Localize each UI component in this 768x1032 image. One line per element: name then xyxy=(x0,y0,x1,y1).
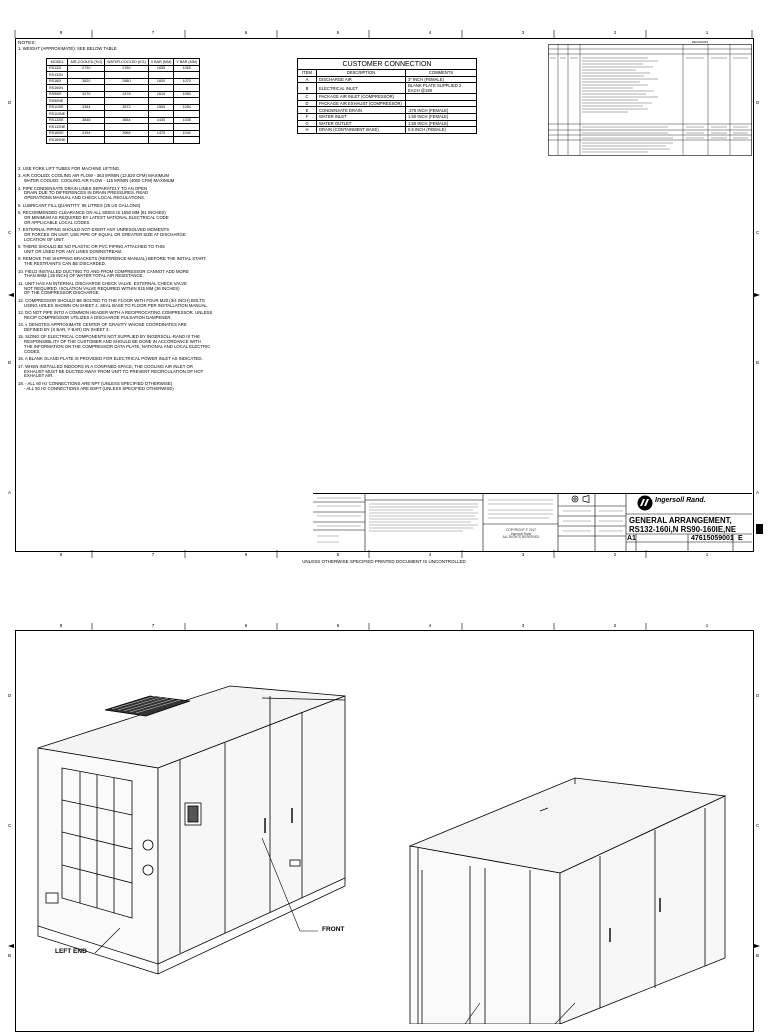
title-block xyxy=(313,493,752,551)
table-cell: 1040 xyxy=(174,130,200,137)
zone-label: A xyxy=(8,490,12,495)
zone-label: D xyxy=(8,693,12,698)
sheet-size: A1 xyxy=(627,535,636,542)
company-name: Ingersoll Rand. xyxy=(655,497,706,504)
table-cell: RS132N xyxy=(47,72,68,79)
drawing-sheet-2 xyxy=(0,608,768,1024)
table-cell: D xyxy=(298,100,317,107)
zone-label: 1 xyxy=(705,30,709,35)
table-cell: 1054 xyxy=(174,104,200,111)
zone-label: B xyxy=(8,953,12,958)
zone-label: B xyxy=(756,953,760,958)
zone-label: 8 xyxy=(59,552,63,557)
page-gap xyxy=(0,580,768,608)
table-cell: 1610 xyxy=(148,91,174,98)
table-cell: 3654 xyxy=(105,117,149,124)
table-cell: 3270 xyxy=(68,91,105,98)
zone-label: 1 xyxy=(705,623,709,628)
customer-connection-table xyxy=(297,58,477,134)
table-cell: 1070 xyxy=(174,78,200,85)
zone-label: C xyxy=(756,230,760,235)
table-cell: 1600 xyxy=(148,78,174,85)
table-cell: 4194 xyxy=(68,130,105,137)
table-cell: E xyxy=(298,107,317,114)
drawing-number: 47615059001 xyxy=(691,535,734,542)
compressor-view-rear xyxy=(410,778,725,1024)
drawing-title-line-2: RS132-160i,N RS90-160IE,NE xyxy=(629,525,737,535)
column-header: DESCRIPTION xyxy=(317,70,406,77)
zone-label: 7 xyxy=(151,30,155,35)
column-header: WATER-COOLED (KG) xyxy=(105,59,149,66)
table-header-row xyxy=(298,70,477,77)
table-cell: RS132IE xyxy=(47,117,68,124)
notes-block xyxy=(18,41,288,55)
callout-front: FRONT xyxy=(322,926,345,933)
table-cell: 2880 xyxy=(105,78,149,85)
zone-label: 3 xyxy=(521,623,525,628)
table-row xyxy=(298,127,477,134)
table-cell: C xyxy=(298,94,317,101)
note-item: 3. AIR COOLED: COOLING AIR FLOW - 363 M³/MIN (12,820 CFM) MAXIMUM WATER COOLED: COOLING AIR FLOW - 115 M³/MIN (4000 CFM) MAXIMUM xyxy=(18,173,175,184)
uncontrolled-notice: UNLESS OTHERWISE SPECIFIED PRINTED DOCUMENT IS UNCONTROLLED xyxy=(302,559,466,564)
notes-list xyxy=(18,167,288,394)
note-item: 6. RECOMMENDED CLEARANCE ON ALL SIDES IS 1550 MM (61 INCHES) OR MINIMUM AS REQUIRED BY LATEST NATIONAL ELECTRICAL CODE OR APPLICABLE LOCAL CODES. xyxy=(18,210,169,225)
copyright-notice: COPYRIGHT © 2017 Ingersoll Rand ALL RIGHTS RESERVED xyxy=(502,528,540,540)
note-item: 15. SIZING OF ELECTRICAL COMPONENTS NOT SUPPLIED BY INGERSOLL-RAND IS THE RESPONSIBILITY OF THE CUSTOMER AND SHOULD BE DONE IN ACCORDANCE WITH THE INFORMATION ON THE COMPRESSOR DATA PLATE, NATIONAL AND LOCAL ELECTRIC CODES. xyxy=(18,334,211,354)
table-cell: RS110NE xyxy=(47,111,68,118)
table-cell xyxy=(406,100,477,107)
table-cell: A xyxy=(298,76,317,83)
table-cell: 2730 xyxy=(68,65,105,72)
column-header: X BAR (MM) xyxy=(148,59,174,66)
zone-label: 6 xyxy=(244,623,248,628)
ingersoll-rand-logo-icon xyxy=(638,496,653,511)
table-cell xyxy=(406,94,477,101)
revision-letter: E xyxy=(738,535,743,542)
note-item: 2. USE FORK LIFT TUBES FOR MACHINE LIFTING. xyxy=(18,166,121,171)
isometric-views xyxy=(0,608,768,1024)
zone-label: C xyxy=(8,823,12,828)
table-row xyxy=(298,76,477,83)
zone-label: 5 xyxy=(336,552,340,557)
table-cell: 3966 xyxy=(105,130,149,137)
table-row xyxy=(298,100,477,107)
note-item: 16. A BLANK GLAND PLATE IS PROVIDED FOR ELECTRICAL POWER INLET AS INDICATED. xyxy=(18,356,203,362)
note-item: 10. FIELD INSTALLED DUCTING TO AND FROM COMPRESSOR CANNOT ADD MORE THAN 6MM (.25 INCH) OF WATER TOTAL AIR RESISTANCE. xyxy=(18,268,189,279)
table-cell xyxy=(105,137,149,144)
table-cell: DRAIN (CONTAINMENT BASE) xyxy=(317,127,406,134)
table-cell: 2478 xyxy=(105,91,149,98)
table-row xyxy=(298,94,477,101)
table-row xyxy=(298,113,477,120)
note-item: 5. LUBRICANT FILL QUANTITY: 95 LITRES (25 US GALLONS) xyxy=(18,202,141,208)
table-cell: 1065 xyxy=(174,65,200,72)
table-cell: RS160NE xyxy=(47,137,68,144)
note-item: 4. PIPE CONDENSATE DRAIN LINES SEPARATELY TO AN OPEN DRAIN DUE TO DIFFERENCES IN DRAIN PRESSURES. READ OPERATIONS MANUAL AND CHECK LOCAL REGULATIONS. xyxy=(18,185,149,201)
table-cell: 1655 xyxy=(148,65,174,72)
table-row xyxy=(298,83,477,94)
note-item: 17. WHEN INSTALLED INDOORS IN A CONFINED SPACE, THE COOLING AIR INLET OR EXHAUST MUST BE DUCTED AWAY FROM UNIT TO PREVENT RECIRCULATION OF HOT EXHAUST AIR. xyxy=(18,363,204,379)
table-cell: RS132i xyxy=(47,65,68,72)
table-cell: CONDENSATE DRAIN xyxy=(317,107,406,114)
zone-label: 2 xyxy=(613,30,617,35)
compressor-view-left-end xyxy=(38,686,345,974)
table-cell: RS110IE xyxy=(47,104,68,111)
note-item: 1. WEIGHT (APPROXIMATE): SEE BELOW TABLE xyxy=(18,46,117,52)
column-header: AIR-COOLED (KG) xyxy=(68,59,105,66)
table-cell: F xyxy=(298,113,317,120)
table-cell: RS90IE xyxy=(47,91,68,98)
zone-label: 5 xyxy=(336,623,340,628)
projection-symbol-icon xyxy=(572,496,589,503)
table-cell: H xyxy=(298,127,317,134)
zone-label: 7 xyxy=(151,552,155,557)
table-cell xyxy=(148,137,174,144)
note-item: 11. UNIT HAS AN INTERNAL DISCHARGE CHECK VALVE. EXTERNAL CHECK VALVE NOT REQUIRED. ISOLATION VALVE REQUIRED WITHIN 915 MM (36 INCHES) OF THE COMPRESSOR DISCHARGE. xyxy=(18,280,187,296)
table-row xyxy=(47,137,200,144)
column-header: ITEM xyxy=(298,70,317,77)
zone-label: 4 xyxy=(428,623,432,628)
table-cell: 3384 xyxy=(68,104,105,111)
drawing-title xyxy=(629,516,736,535)
zone-label: 6 xyxy=(244,552,248,557)
note-item: 18. - ALL 60 Hz CONNECTIONS ARE NPT (UNLESS SPECIFIED OTHERWISE) - ALL 50 Hz CONNECTIONS ARE BSPT (UNLESS SPECIFIED OTHERWISE) xyxy=(18,380,174,391)
notes-heading: NOTES: xyxy=(18,41,36,46)
table-cell: 1060 xyxy=(174,91,200,98)
revisions-block xyxy=(548,40,752,156)
zone-label: A xyxy=(756,490,760,495)
table-cell: 3" INCH (FEMALE) xyxy=(406,76,477,83)
zone-label: 2 xyxy=(613,552,617,557)
table-cell xyxy=(174,137,200,144)
zone-label: C xyxy=(756,823,760,828)
zone-label: D xyxy=(756,100,760,105)
table-cell: 3820 xyxy=(68,78,105,85)
column-header: MODEL xyxy=(47,59,68,66)
table-cell: WATER OUTLET xyxy=(317,120,406,127)
table-cell: .375 INCH (FEMALE) xyxy=(406,107,477,114)
zone-label: 3 xyxy=(521,30,525,35)
table-cell: 1565 xyxy=(148,104,174,111)
table-cell xyxy=(68,137,105,144)
note-item: 7. EXTERNAL PIPING SHOULD NOT EXERT ANY UNRESOLVED MOMENTS OR FORCES ON UNIT. USE PIPE OF EQUAL OR GREATER SIZE AT DISCHARGE LOCATION OF UNIT. xyxy=(18,227,186,242)
note-item: 8. THERE SHOULD BE NO PLASTIC OR PVC PIPING ATTACHED TO THIS UNIT OR USED FOR ANY LINES DOWNSTREAM. xyxy=(18,244,165,254)
zone-label: 6 xyxy=(244,30,248,35)
column-header: Y BAR (MM) xyxy=(174,59,200,66)
note-item: 9. REMOVE THE SHIPPING BRACKETS (REFERENCE MANUAL) BEFORE THE INITIAL START. THE RESTRAINTS CAN BE DISCARDED. xyxy=(18,256,207,267)
table-title: CUSTOMER CONNECTION xyxy=(298,59,477,70)
table-cell: 0.5 INCH (FEMALE) xyxy=(406,127,477,134)
note-item: 14. ◐ DENOTES APPROXIMATE CENTER OF GRAVITY WHOSE COORDINATES ARE DEFINED BY (X BAR, Y BAR) ON SHEET 3. xyxy=(18,322,187,333)
table-cell: RS160IE xyxy=(47,130,68,137)
revisions-title: REVISIONS xyxy=(691,40,709,44)
zone-label: D xyxy=(756,693,760,698)
table-cell: RS160N xyxy=(47,85,68,92)
zone-label: 3 xyxy=(521,552,525,557)
table-cell: RS160i xyxy=(47,78,68,85)
table-cell: 1.50 INCH (FEMALE) xyxy=(406,120,477,127)
zone-label: B xyxy=(756,360,760,365)
table-cell: 1475 xyxy=(148,130,174,137)
zone-label: D xyxy=(8,100,12,105)
table-cell: B xyxy=(298,83,317,94)
table-cell: BLANK PLATE SUPPLIED 2 EACH @180 xyxy=(406,83,477,94)
zone-label: B xyxy=(8,360,12,365)
note-item: 12. COMPRESSOR SHOULD BE BOLTED TO THE FLOOR WITH FOUR M20 (3/4 INCH) BOLTS USING HOLES SHOWN ON SHEET 4. SEAL BASE TO FLOOR PER INSTALLATION MANUAL. xyxy=(18,297,209,308)
table-cell: 1430 xyxy=(148,117,174,124)
revision-entries xyxy=(548,44,752,156)
table-row xyxy=(298,120,477,127)
note-item: 13. DO NOT PIPE INTO A COMMON HEADER WITH A RECIPROCATING COMPRESSOR. UNLESS RECIP COMPRESSOR UTILIZES A DISCHARGE PULSATION DAMPENER. xyxy=(18,310,213,320)
zone-label: 4 xyxy=(428,552,432,557)
table-cell: RS90NE xyxy=(47,98,68,105)
table-cell: 3846 xyxy=(68,117,105,124)
table-cell: 2780 xyxy=(105,65,149,72)
table-cell: RS132NE xyxy=(47,124,68,131)
table-cell: G xyxy=(298,120,317,127)
table-cell: 1035 xyxy=(174,117,200,124)
table-cell: ELECTRICAL INLET xyxy=(317,83,406,94)
table-cell: PACKAGE AIR INLET (COMPRESSOR) xyxy=(317,94,406,101)
table-cell: DISCHARGE AIR xyxy=(317,76,406,83)
table-cell: WATER INLET xyxy=(317,113,406,120)
zone-label: 8 xyxy=(59,30,63,35)
table-cell: PACKAGE AIR EXHAUST (COMPRESSOR) xyxy=(317,100,406,107)
weight-table xyxy=(46,58,200,144)
table-cell: 1.50 INCH (FEMALE) xyxy=(406,113,477,120)
zone-label: 5 xyxy=(336,30,340,35)
table-row xyxy=(298,107,477,114)
column-header: COMMENTS xyxy=(406,70,477,77)
zone-label: 2 xyxy=(613,623,617,628)
zone-label: 7 xyxy=(151,623,155,628)
zone-label: 4 xyxy=(428,30,432,35)
zone-label: C xyxy=(8,230,12,235)
zone-label: 8 xyxy=(59,623,63,628)
callout-left-end: LEFT END xyxy=(55,948,87,955)
zone-label: 1 xyxy=(705,552,709,557)
table-cell: 3572 xyxy=(105,104,149,111)
drawing-title-line-1: GENERAL ARRANGEMENT, xyxy=(629,516,732,525)
